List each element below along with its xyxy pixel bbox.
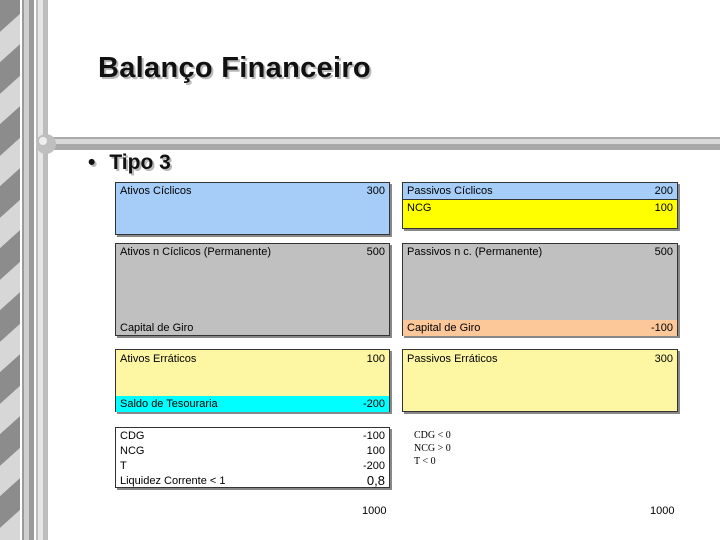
ativos-erraticos-row [116,351,389,367]
capital-giro-right-value: -100 [650,322,673,334]
ativos-ciclicos-row [116,183,389,199]
ativos-nao-ciclicos-value: 500 [366,246,385,258]
condition-ncg: NCG > 0 [414,443,451,454]
bullet-item [88,151,171,175]
saldo-tesouraria-value: -200 [362,398,385,410]
summary-value: -200 [362,460,385,472]
summary-row-liquidez [116,473,389,489]
passivos-erraticos-box [402,349,678,412]
passivos-erraticos-value: 300 [654,353,673,365]
ativos-erraticos-box [115,349,390,412]
summary-label: T [120,460,127,472]
ativos-nao-ciclicos-box [115,243,390,336]
summary-row-cdg [116,428,389,444]
summary-value: -100 [362,430,385,442]
ativos-nao-ciclicos-label: Ativos n Cíclicos (Permanente) [120,246,271,258]
summary-value: 0,8 [366,473,385,488]
passivos-ciclicos-box [402,182,678,229]
ativos-erraticos-label: Ativos Erráticos [120,353,197,365]
ativos-erraticos-value: 100 [366,353,385,365]
total-right: 1000 [650,505,675,517]
condition-cdg: CDG < 0 [414,430,451,441]
summary-row-ncg [116,443,389,459]
rule-knob [36,134,56,154]
passivos-nao-ciclicos-value: 500 [654,246,673,258]
passivos-ciclicos-row [403,183,677,199]
capital-giro-right-row [403,320,677,336]
horizontal-rule-light [44,139,720,144]
capital-giro-left-label: Capital de Giro [120,322,194,334]
passivos-nao-ciclicos-box [402,243,678,336]
vertical-bar-inner-light [38,0,43,540]
summary-row-t [116,458,389,474]
capital-giro-left-row [116,320,389,336]
passivos-nao-ciclicos-row [403,244,677,260]
condition-t: T < 0 [414,456,436,467]
bullet-dot-icon: • [88,151,96,174]
ncg-value: 100 [654,202,673,214]
ncg-label: NCG [407,202,432,214]
ativos-nao-ciclicos-row [116,244,389,260]
passivos-erraticos-label: Passivos Erráticos [407,353,498,365]
capital-giro-right-label: Capital de Giro [407,322,481,334]
ativos-ciclicos-label: Ativos Cíclicos [120,185,192,197]
saldo-tesouraria-label: Saldo de Tesouraria [120,398,218,410]
passivos-erraticos-row [403,351,677,367]
summary-label: NCG [120,445,145,457]
total-left: 1000 [362,505,387,517]
summary-label: Liquidez Corrente < 1 [120,475,226,487]
bullet-label: Tipo 3 [109,151,171,174]
passivos-ciclicos-label: Passivos Cíclicos [407,185,493,197]
summary-box [115,427,390,488]
page-title: Balanço Financeiro [98,52,371,84]
ncg-row [403,199,677,228]
summary-value: 100 [366,445,385,457]
ativos-ciclicos-box [115,182,390,235]
saldo-tesouraria-row [116,396,389,412]
passivos-ciclicos-value: 200 [654,185,673,197]
rule-knob-highlight [39,137,47,145]
passivos-nao-ciclicos-label: Passivos n c. (Permanente) [407,246,543,258]
vertical-bar-light [24,0,29,540]
summary-label: CDG [120,430,145,442]
ativos-ciclicos-value: 300 [366,185,385,197]
